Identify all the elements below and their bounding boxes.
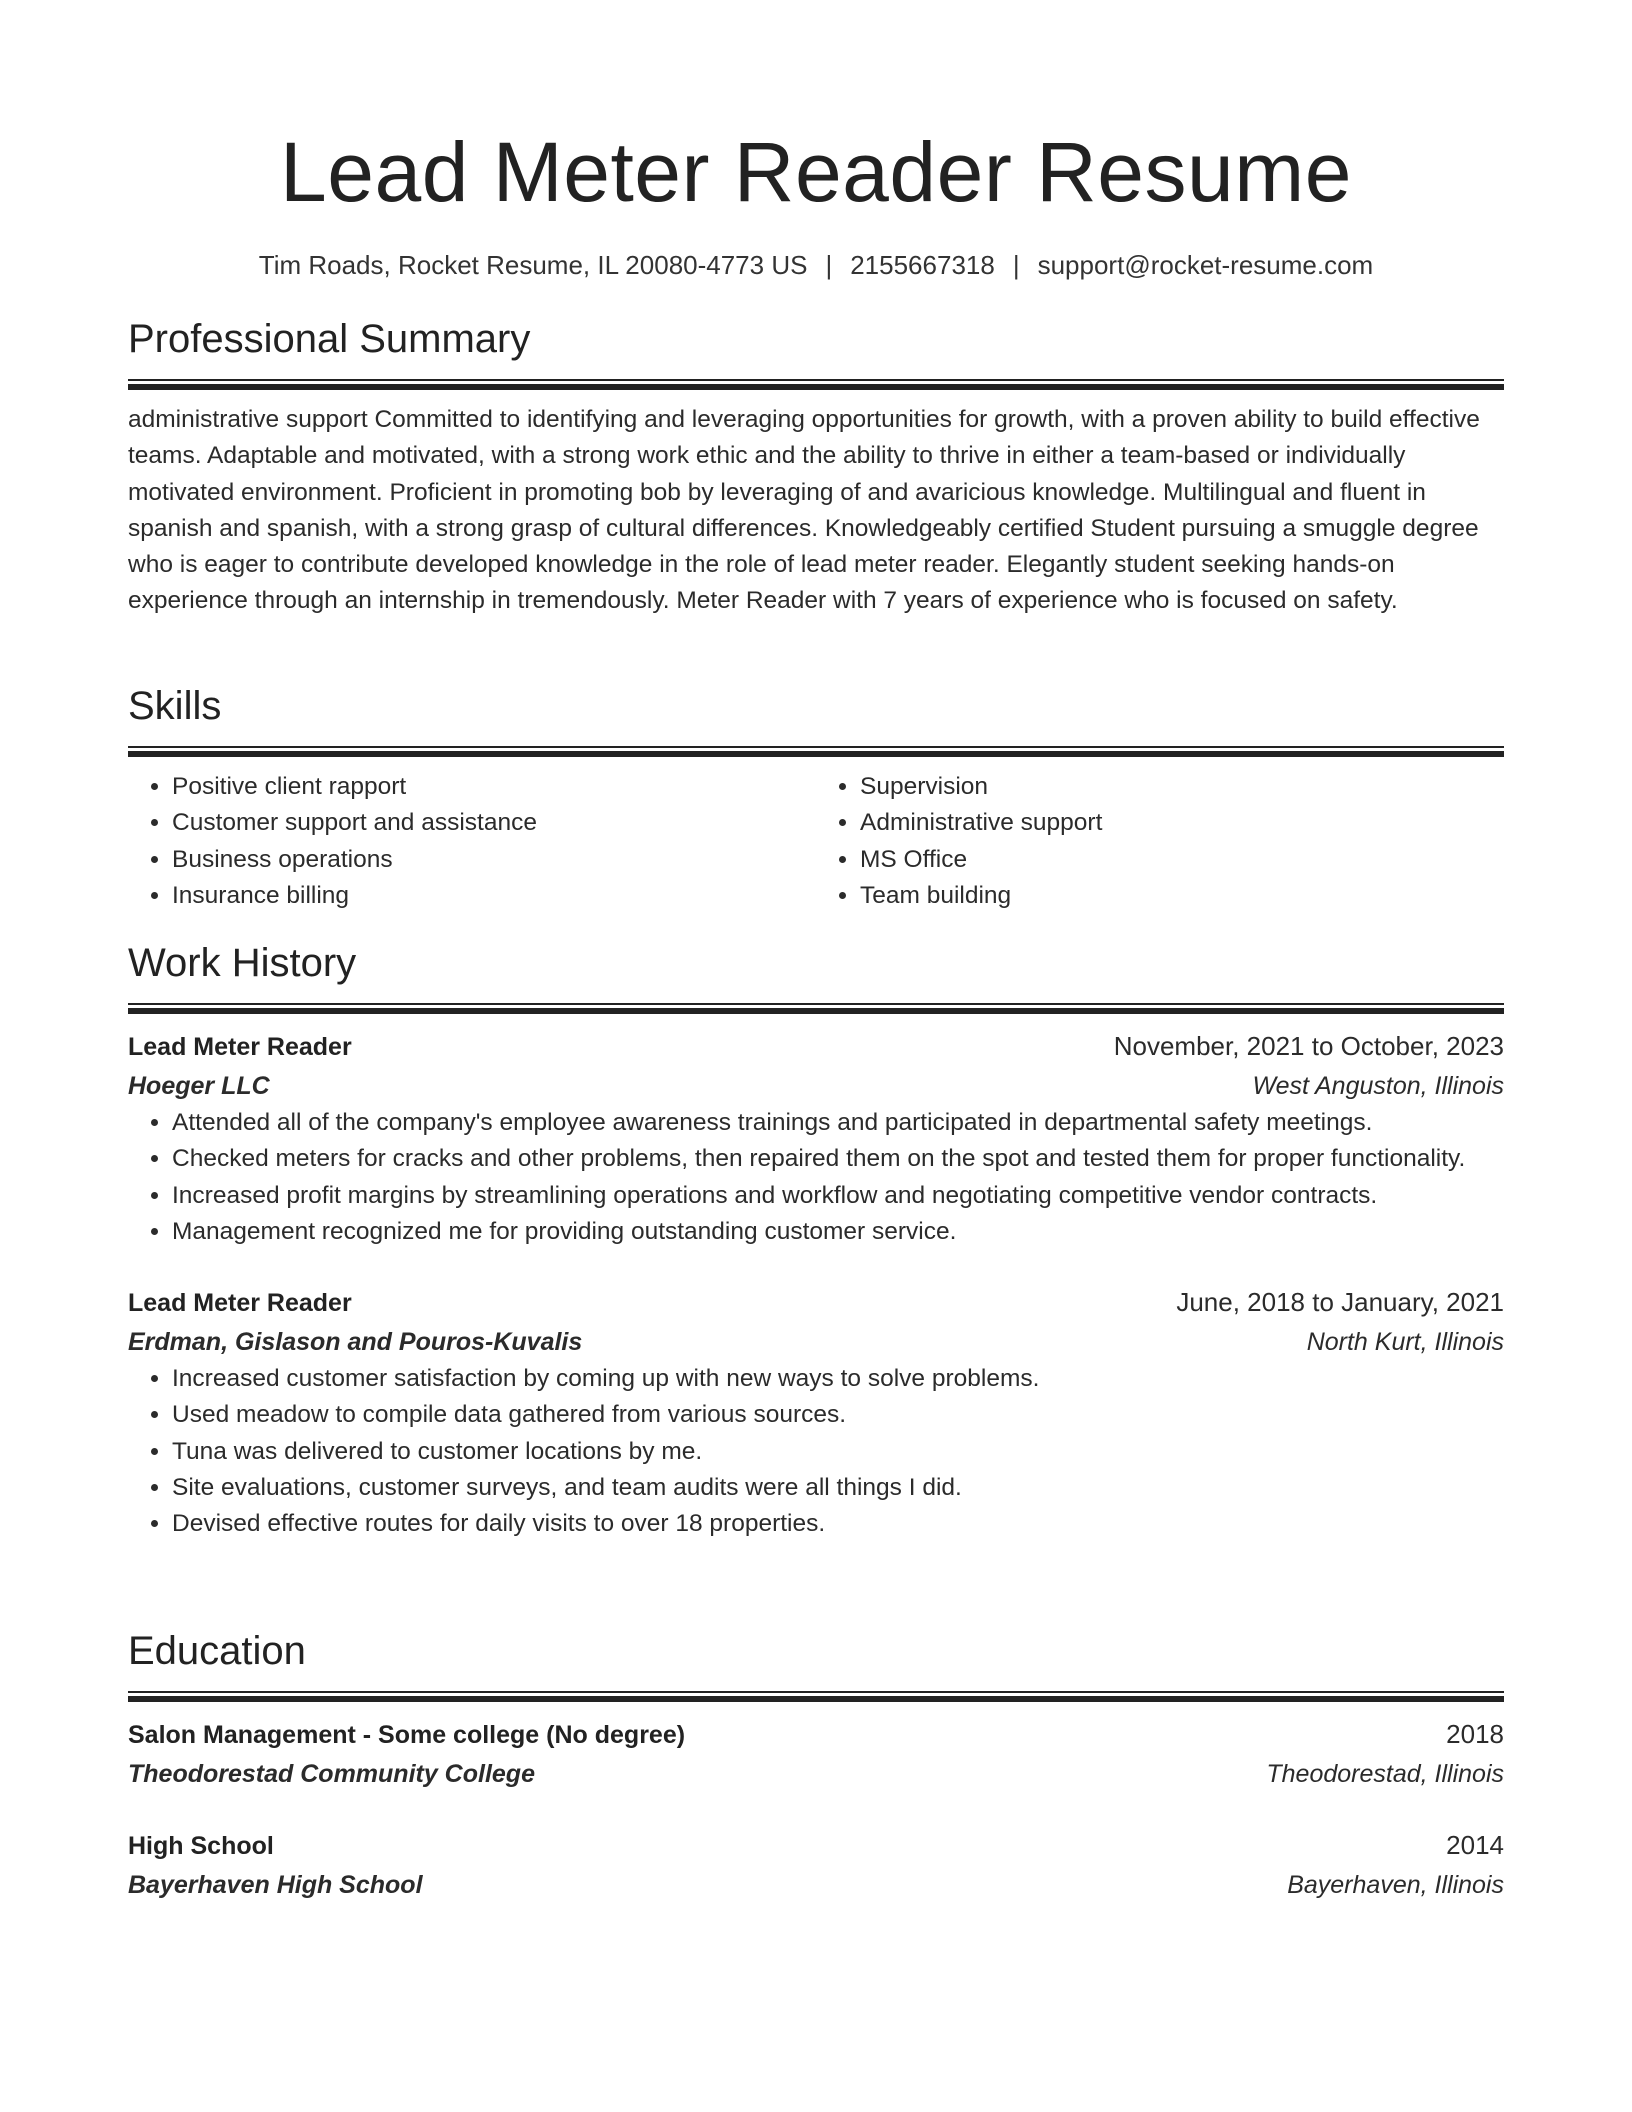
- job-subheader: [128, 1067, 1504, 1105]
- job-bullet: • Checked meters for cracks and other problems, then repaired them on the spot and tested them for proper functionality.: [172, 1141, 1504, 1177]
- skill-item: • MS Office: [860, 842, 1504, 878]
- job-location: North Kurt, Illinois: [1306, 1328, 1504, 1357]
- education-section: [128, 1625, 1504, 1904]
- skill-item: • Business operations: [172, 842, 816, 878]
- work-history-section: [128, 937, 1504, 1543]
- job-bullets: [128, 1361, 1504, 1542]
- skills-column-left: [128, 769, 816, 914]
- skill-item: • Administrative support: [860, 805, 1504, 841]
- skill-item: • Positive client rapport: [172, 769, 816, 805]
- job-bullets: [128, 1105, 1504, 1250]
- section-heading: Professional Summary: [128, 317, 531, 361]
- education-year: 2014: [1446, 1830, 1504, 1860]
- job-header: [128, 1026, 1504, 1067]
- job-subheader: [128, 1323, 1504, 1361]
- section-divider: [128, 379, 1504, 390]
- job-bullet: • Tuna was delivered to customer locations by me.: [172, 1434, 1504, 1470]
- job-dates: June, 2018 to January, 2021: [1176, 1287, 1504, 1318]
- contact-separator: |: [825, 250, 833, 280]
- skills-list: [128, 769, 1504, 914]
- job-company: Erdman, Gislason and Pouros-Kuvalis: [128, 1328, 583, 1357]
- education-header: [128, 1825, 1504, 1866]
- contact-phone: 2155667318: [850, 250, 995, 280]
- job-header: [128, 1282, 1504, 1323]
- education-school: Bayerhaven High School: [128, 1871, 423, 1899]
- education-year: 2018: [1446, 1719, 1504, 1749]
- education-subheader: [128, 1755, 1504, 1793]
- section-divider: [128, 1003, 1504, 1014]
- job-location: West Anguston, Illinois: [1252, 1072, 1504, 1100]
- job-bullet: • Devised effective routes for daily visits to over 18 properties.: [172, 1506, 1504, 1542]
- job-entry: [128, 1282, 1504, 1542]
- job-title: Lead Meter Reader: [128, 1033, 352, 1061]
- job-bullet: • Management recognized me for providing outstanding customer service.: [172, 1214, 1504, 1250]
- section-heading: Education: [128, 1629, 306, 1673]
- job-company: Hoeger LLC: [128, 1072, 270, 1100]
- summary-text: administrative support Committed to identifying and leveraging opportunities for growth, with a proven ability to build effective teams. Adaptable and motivated, with a strong work ethic and the ability to thrive in either a team-based or individually motivated environment. Proficient in promoting bob by leveraging of and avaricious knowledge. Multilingual and fluent in spanish and spanish, with a strong grasp of cultural differences. Knowledgeably certified Student pursuing a smuggle degree who is eager to contribute developed knowledge in the role of lead meter reader. Elegantly student seeking hands-on experience through an internship in tremendously. Meter Reader with 7 years of experience who is focused on safety.: [128, 406, 1480, 615]
- contact-email: support@rocket-resume.com: [1037, 250, 1374, 280]
- skill-item: • Team building: [860, 878, 1504, 914]
- job-bullet: • Increased profit margins by streamlining operations and workflow and negotiating competitive vendor contracts.: [172, 1178, 1504, 1214]
- job-bullet: • Site evaluations, customer surveys, and team audits were all things I did.: [172, 1470, 1504, 1506]
- education-school: Theodorestad Community College: [128, 1760, 535, 1788]
- job-bullet: • Used meadow to compile data gathered from various sources.: [172, 1397, 1504, 1433]
- contact-address: Tim Roads, Rocket Resume, IL 20080-4773 US: [258, 250, 808, 280]
- education-entry: [128, 1825, 1504, 1904]
- education-degree: High School: [128, 1832, 274, 1860]
- section-divider: [128, 1691, 1504, 1702]
- skill-item: • Supervision: [860, 769, 1504, 805]
- education-location: Theodorestad, Illinois: [1266, 1760, 1504, 1788]
- job-entry: [128, 1026, 1504, 1250]
- education-location: Bayerhaven, Illinois: [1287, 1871, 1504, 1899]
- education-subheader: [128, 1866, 1504, 1904]
- resume-title: Lead Meter Reader Resume: [280, 125, 1352, 219]
- section-heading: Skills: [128, 684, 222, 728]
- education-header: [128, 1714, 1504, 1755]
- job-bullet: • Attended all of the company's employee awareness trainings and participated in departmental safety meetings.: [172, 1105, 1504, 1141]
- job-bullet: • Increased customer satisfaction by coming up with new ways to solve problems.: [172, 1361, 1504, 1397]
- education-entry: [128, 1714, 1504, 1793]
- job-title: Lead Meter Reader: [128, 1289, 352, 1318]
- section-divider: [128, 746, 1504, 757]
- contact-line: [128, 248, 1504, 282]
- skills-column-right: [816, 769, 1504, 914]
- section-heading: Work History: [128, 941, 357, 985]
- education-degree: Salon Management - Some college (No degree): [128, 1721, 686, 1749]
- contact-separator: |: [1012, 250, 1020, 280]
- skill-item: • Customer support and assistance: [172, 805, 816, 841]
- professional-summary-section: [128, 313, 1504, 620]
- skill-item: • Insurance billing: [172, 878, 816, 914]
- job-dates: November, 2021 to October, 2023: [1113, 1031, 1504, 1061]
- skills-section: [128, 680, 1504, 914]
